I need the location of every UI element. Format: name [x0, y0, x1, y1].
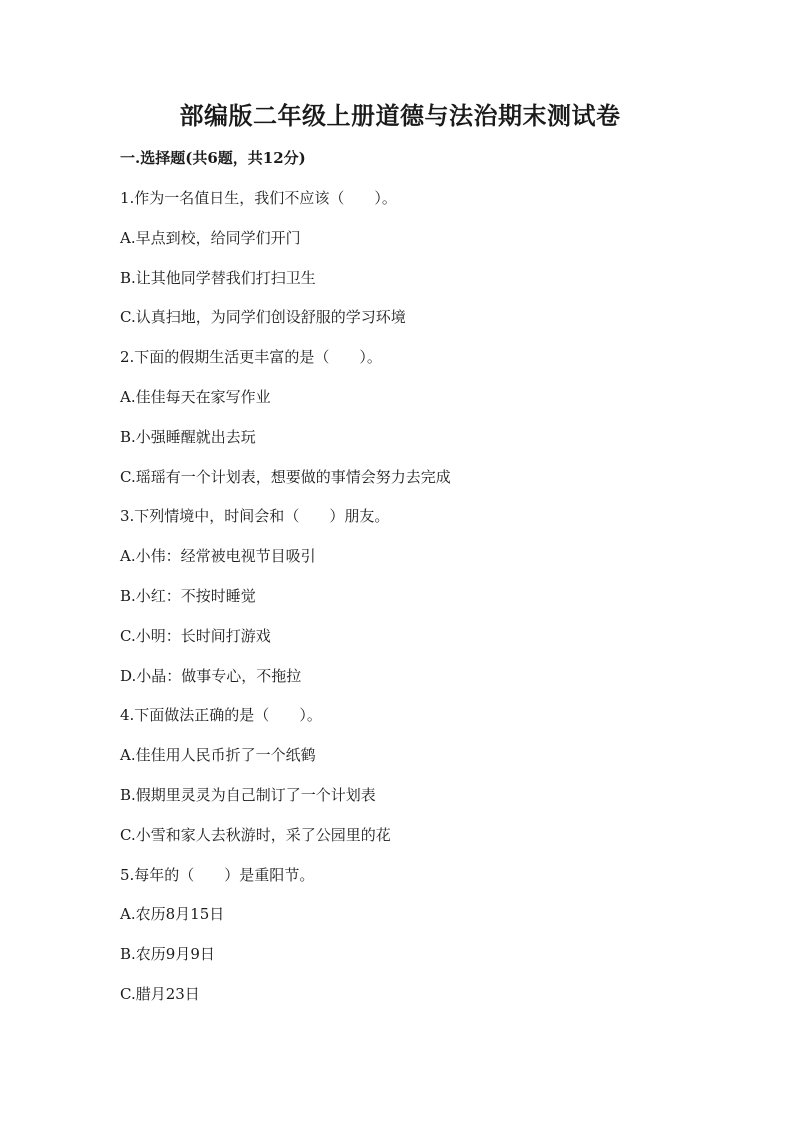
question-3-option-c: C.小明：长时间打游戏 [120, 626, 271, 645]
question-2-option-c: C.瑶瑶有一个计划表，想要做的事情会努力去完成 [120, 467, 451, 486]
section-heading: 一.选择题(共6题，共12分) [120, 149, 306, 167]
question-1-option-a: A.早点到校，给同学们开门 [120, 228, 301, 247]
question-4-option-a: A.佳佳用人民币折了一个纸鹤 [120, 746, 316, 765]
question-stem-5: 5.每年的（ ）是重阳节。 [120, 865, 315, 884]
question-5-option-c: C.腊月23日 [120, 984, 200, 1003]
question-1-option-b: B.让其他同学替我们打扫卫生 [120, 268, 316, 287]
question-5-option-b: B.农历9月9日 [120, 945, 215, 964]
question-1-option-c: C.认真扫地，为同学们创设舒服的学习环境 [120, 308, 406, 327]
question-4-option-c: C.小雪和家人去秋游时，采了公园里的花 [120, 825, 391, 844]
question-3-option-a: A.小伟：经常被电视节目吸引 [120, 547, 316, 566]
question-stem-3: 3.下列情境中，时间会和（ ）朋友。 [120, 507, 390, 526]
question-4-option-b: B.假期里灵灵为自己制订了一个计划表 [120, 785, 376, 804]
question-2-option-b: B.小强睡醒就出去玩 [120, 427, 256, 446]
page-title: 部编版二年级上册道德与法治期末测试卷 [179, 101, 621, 130]
question-list [120, 186, 720, 1022]
question-3-option-d: D.小晶：做事专心，不拖拉 [120, 666, 302, 685]
question-2-option-a: A.佳佳每天在家写作业 [120, 387, 271, 406]
question-stem-4: 4.下面做法正确的是（ ）。 [120, 706, 322, 725]
question-stem-1: 1.作为一名值日生，我们不应该（ ）。 [120, 189, 397, 207]
question-5-option-a: A.农历8月15日 [120, 905, 225, 924]
question-stem-2: 2.下面的假期生活更丰富的是（ ）。 [120, 348, 382, 367]
question-3-option-b: B.小红：不按时睡觉 [120, 586, 256, 605]
